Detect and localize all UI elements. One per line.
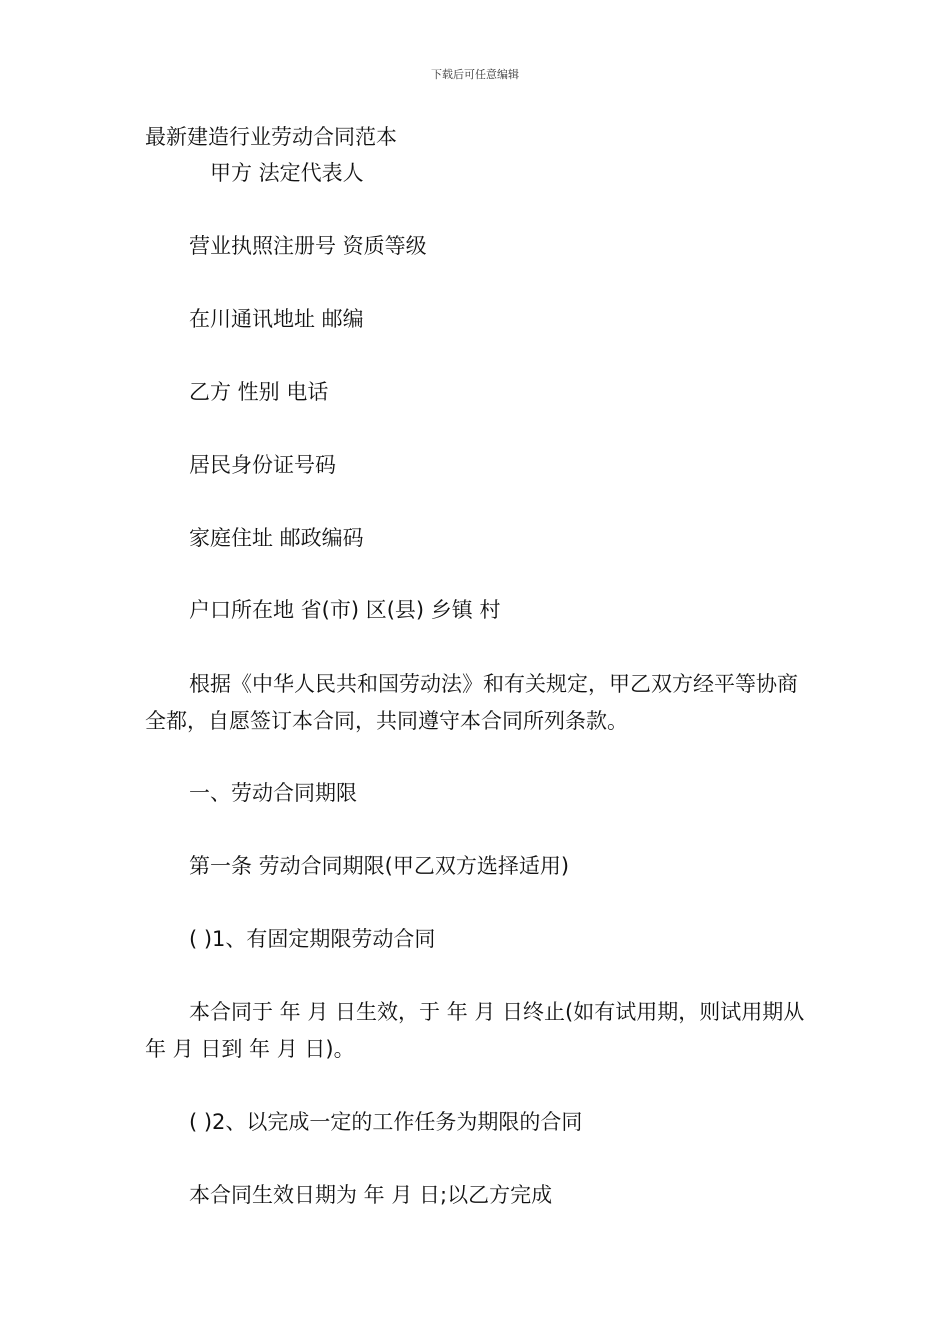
option-fixed-term: ( )1、有固定期限劳动合同 — [189, 927, 436, 951]
page-header-note: 下载后可任意编辑 — [431, 68, 519, 81]
party-a-line: 甲方 法定代表人 — [210, 161, 364, 185]
document-title: 最新建造行业劳动合同范本 — [145, 125, 397, 149]
paragraph-legal-basis: 根据《中华人民共和国劳动法》和有关规定，甲乙双方经平等协商全都，自愿签订本合同，共同遵守本合同所列条款。 — [145, 672, 798, 733]
paragraph-sichuan-address: 在川通讯地址 邮编 — [189, 307, 364, 331]
article-one-heading: 第一条 劳动合同期限(甲乙双方选择适用) — [189, 854, 570, 878]
paragraph-home-address: 家庭住址 邮政编码 — [189, 526, 364, 550]
paragraph-task-based-dates: 本合同生效日期为 年 月 日;以乙方完成 — [189, 1183, 553, 1207]
paragraph-business-license: 营业执照注册号 资质等级 — [189, 234, 427, 258]
option-task-based-term: ( )2、以完成一定的工作任务为期限的合同 — [189, 1110, 583, 1134]
section-heading-contract-term: 一、劳动合同期限 — [189, 781, 357, 805]
paragraph-household-registration: 户口所在地 省(市) 区(县) 乡镇 村 — [189, 598, 501, 622]
paragraph-party-b: 乙方 性别 电话 — [189, 380, 329, 404]
paragraph-fixed-term-dates: 本合同于 年 月 日生效，于 年 月 日终止(如有试用期，则试用期从 年 月 日到 年 月 日)。 — [145, 1000, 805, 1061]
paragraph-id-number: 居民身份证号码 — [189, 453, 336, 477]
